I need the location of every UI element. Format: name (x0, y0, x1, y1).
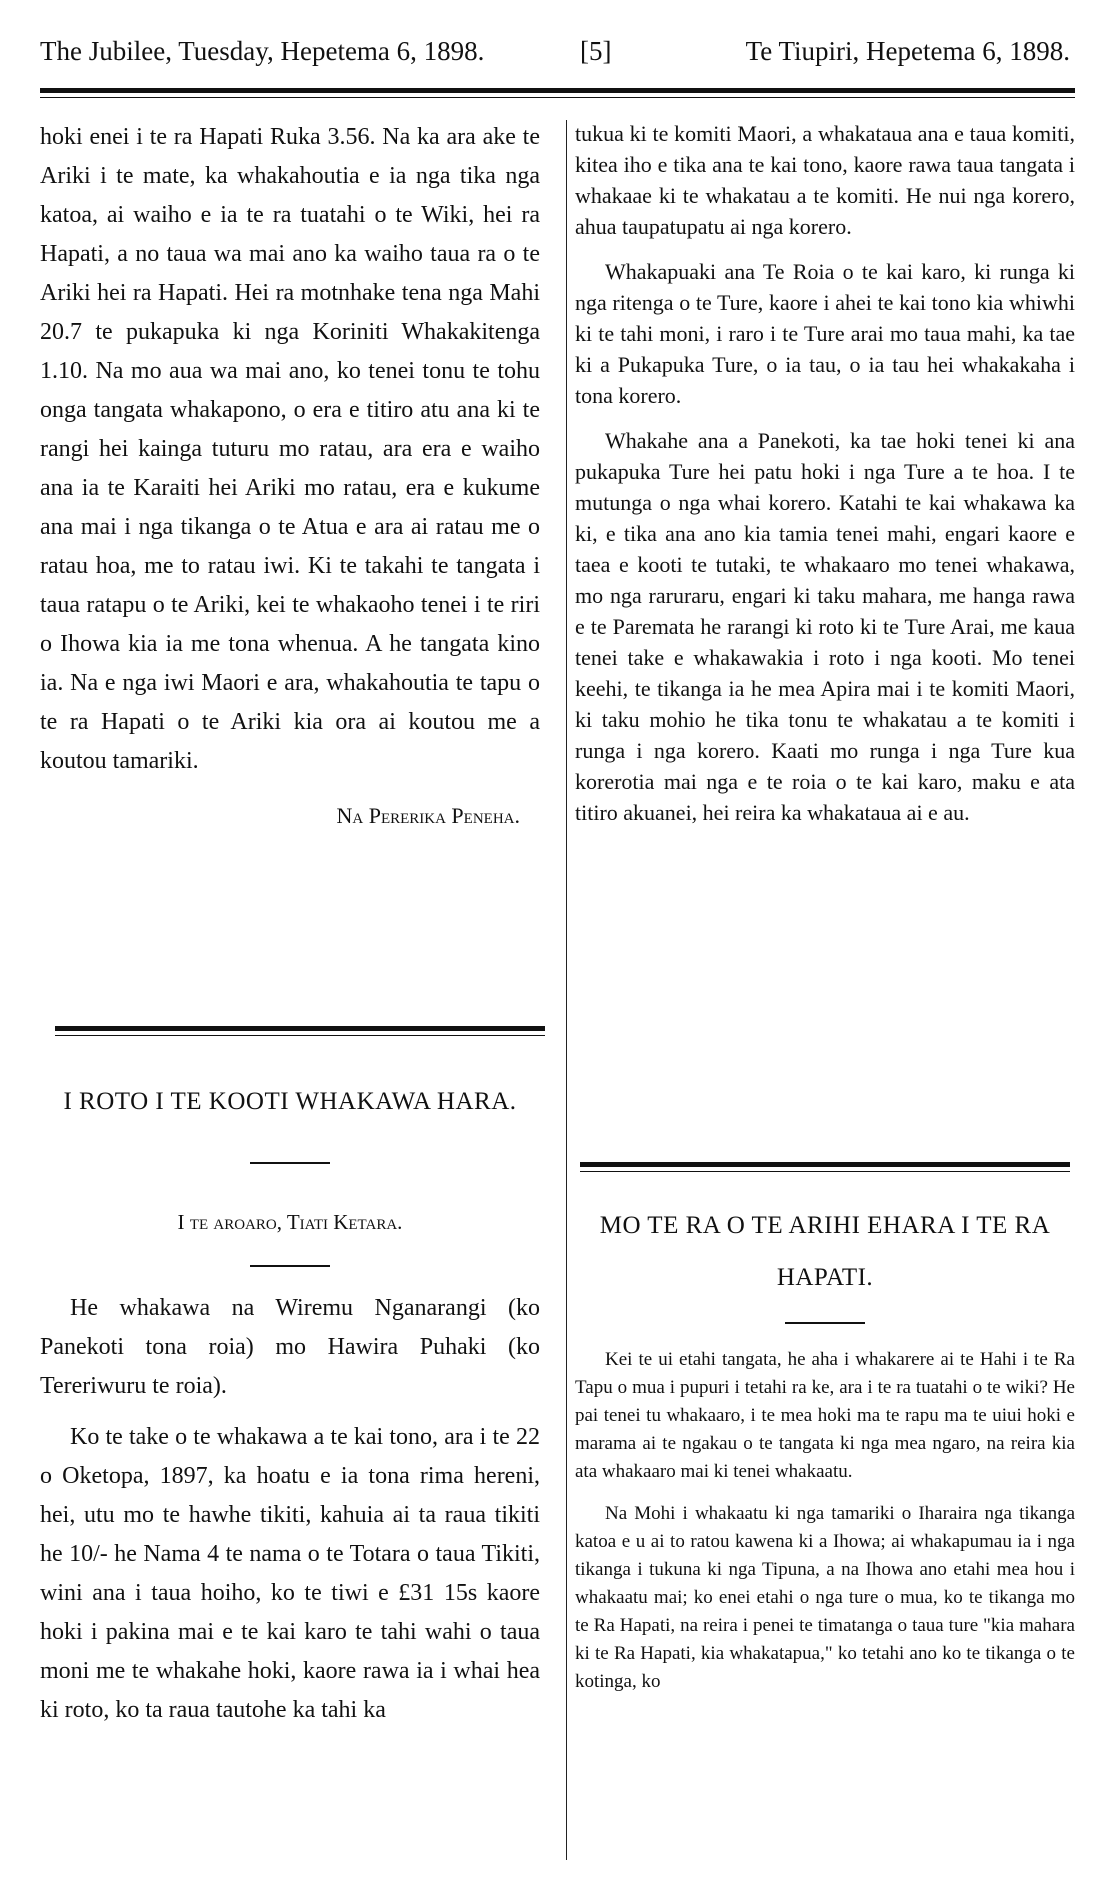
signature: Na Pererika Peneha. (336, 803, 520, 828)
section-rule-left (55, 1026, 545, 1031)
header-left: The Jubilee, Tuesday, Hepetema 6, 1898. (40, 36, 485, 66)
right-paragraph-2: Whakapuaki ana Te Roia o te kai karo, ki runga ki nga ritenga o te Ture, kaore i ahei te kai tono kia whiwhi ki te tahi moni, i raro i te Ture arai mo taua mahi, ka tae ki a Pukapuka Ture, o ia tau, o ia tau hei whakakaha i tona korero. (575, 259, 1075, 408)
section-rule-right-thin (580, 1171, 1070, 1172)
page-number: [5] (580, 36, 612, 66)
column-divider (566, 120, 567, 1860)
judge-line: I te aroaro, Tiati Ketara. (177, 1210, 403, 1234)
right-column (575, 118, 1075, 828)
sabbath-heading: MO TE RA O TE ARIHI EHARA I TE RA HAPATI. (599, 1212, 1051, 1291)
court-heading: I ROTO I TE KOOTI WHAKAWA HARA. (63, 1088, 517, 1115)
header-rule-thin (40, 97, 1075, 98)
left-column (40, 118, 540, 829)
right-paragraph-5: Na Mohi i whakaatu ki nga tamariki o Iharaira nga tikanga katoa e u ai to ratou kawena ki a Ihowa; ai whakapumau ia i nga tikanga i tukuna ki nga Tipuna, a na Ihowa ano etahi mea hou i whakaatu mai; ko enei etahi o nga ture o mua, ko te tikanga mo te Ra Hapati, na reira i penei te timatanga o taua ture "kia mahara ki te Ra Hapati, kia whakatapua," ko tetahi ano ko te tikanga o te kotinga, ko (575, 1503, 1075, 1692)
court-section (40, 1076, 540, 1730)
sabbath-section (575, 1200, 1075, 1696)
section-rule-right (580, 1162, 1070, 1167)
left-paragraph-3: Ko te take o te whakawa a te kai tono, ara i te 22 o Oketopa, 1897, ka hoatu e ia tona rima hereni, hei, utu mo te hawhe tikiti, kahuia ai ta raua tikiti he 10/- he Nama 4 te nama o te Totara o taua Tikiti, wini ana i taua hoiho, ko te tiwi e £31 15s kaore hoki i pakina mai e te kai karo te tahi wahi o taua moni me te whakahe hoki, kaore rawa ia i whai hea ki roto, ko ta raua tautohe ka tahi ka (40, 1424, 540, 1723)
right-paragraph-3: Whakahe ana a Panekoti, ka tae hoki tenei ki ana pukapuka Ture hei patu hoki i nga Ture a te hoa. I te mutunga o nga whai korero. Katahi te kai whakawa ka ki, e tika ana ano kia tamia tenei mahi, engari kaore e taea e kooti te tutaki, te whakaaro mo tenei whakawa, mo nga raruraru, engari ki taku mahara, me hanga rawa e te Paremata he rarangi ki roto ki te Ture Arai, me kaua tenei take e whakawakia i roto i nga kooti. Mo tenei keehi, te tikanga ia he mea Apira mai i te komiti Maori, ki taku mohio he tika tonu te whakatau a te komiti i runga i nga korero. Kaati mo runga i nga Ture kua korerotia mai nga e te roia o te kai karo, maku e ata titiro akuanei, hei reira ka whakataua ai e au. (575, 428, 1075, 825)
page-header (40, 36, 1070, 76)
section-rule-left-thin (55, 1035, 545, 1036)
header-rule (40, 88, 1075, 93)
header-right: Te Tiupiri, Hepetema 6, 1898. (745, 36, 1070, 66)
left-paragraph-2: He whakawa na Wiremu Nganarangi (ko Panekoti tona roia) mo Hawira Puhaki (ko Tereriwuru te roia). (40, 1295, 540, 1399)
left-paragraph-1: hoki enei i te ra Hapati Ruka 3.56. Na ka ara ake te Ariki i te mate, ka whakahoutia e ia nga tika nga katoa, ai waiho e ia te ra tuatahi o te Wiki, hei ra Hapati, a no taua wa mai ano ka waiho taua ra o te Ariki hei ra Hapati. Hei ra motnhake tena nga Mahi 20.7 te pukapuka ki nga Koriniti Whakakitenga 1.10. Na mo aua wa mai ano, ko tenei tonu te tohu onga tangata whakapono, o era e titiro atu ana ki te rangi hei kainga tuturu mo ratau, ara era e waiho ana ia te Karaiti hei Ariki mo ratau, era e kukume ana mai i nga tikanga o te Atua e ara ai ratau me o ratau hoa, me to ratau iwi. Ki te takahi te tangata i taua ratapu o te Ariki, kei te whakaoho tenei i te riri o Ihowa kia ia me tona whenua. A he tangata kino ia. Na e nga iwi Maori e ara, whakahoutia te tapu o te ra Hapati o te Ariki kia ora ai koutou me a koutou tamariki. (40, 124, 540, 774)
right-paragraph-4: Kei te ui etahi tangata, he aha i whakarere ai te Hahi i te Ra Tapu o mua i pupuri i tetahi ra ke, ara i te ra tuatahi o te wiki? He pai tenei tu whakaaro, i te mea hoki ma te rapu ma te uiui hoki e marama ai te ngakau o te tangata ki nga mea ngaro, na reira kia ata whakaaro mai ki tenei whakaatu. (575, 1349, 1075, 1482)
right-paragraph-1: tukua ki te komiti Maori, a whakataua ana e taua komiti, kitea iho e tika ana te kai tono, kaore rawa taua tangata i whakaae ki te whakatau a te komiti. He nui nga korero, ahua taupatupatu ai nga korero. (575, 121, 1075, 239)
